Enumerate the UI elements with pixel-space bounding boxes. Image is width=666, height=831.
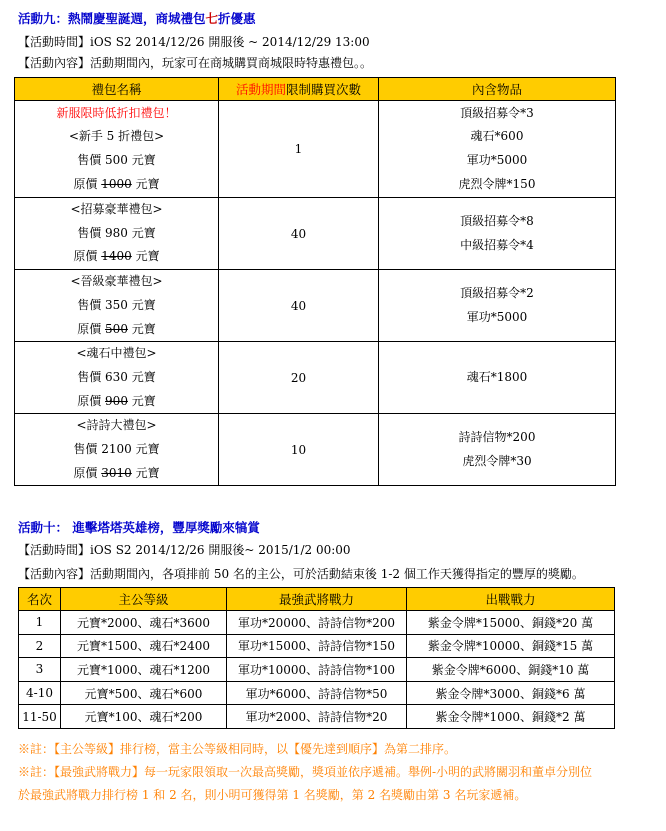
strongest-general-reward: 軍功*2000、詩詩信物*20 [227, 705, 407, 729]
package-item: 虎烈令牌*150 [458, 176, 536, 191]
event9-content: 【活動內容】活動期間內，玩家可在商城購買商城限時特惠禮包。。 [18, 56, 373, 70]
rank-cell: 4-10 [19, 681, 61, 705]
battle-power-reward: 紫金令牌*3000、銅錢*6 萬 [407, 681, 615, 705]
package-original-price [15, 173, 218, 197]
purchase-limit: 40 [219, 198, 379, 270]
orig-unit: 元寶 [135, 249, 160, 264]
orig-label: 原價 [77, 393, 102, 408]
purchase-limit: 1 [219, 101, 379, 198]
header-purchase-limit-rest: 限制購買次數 [286, 82, 362, 97]
package-item: 頂級招募令*8 [460, 213, 534, 228]
event9-title-highlight: 七 [205, 11, 219, 26]
package-name: <晉級豪華禮包> [70, 274, 163, 289]
orig-value: 1000 [101, 176, 132, 191]
lord-level-reward: 元寶*2000、魂石*3600 [61, 611, 227, 635]
event9-time: 【活動時間】iOS S2 2014/12/26 開服後 ~ 2014/12/29 13:00 [18, 35, 370, 49]
header-strongest-general: 最強武將戰力 [227, 588, 407, 611]
header-contents: 內含物品 [379, 78, 616, 101]
lord-level-reward: 元寶*1500、魂石*2400 [61, 634, 227, 658]
package-price: 售價 630 元寶 [77, 369, 156, 384]
note-strongest-general: ※註：【最強武將戰力】每一玩家限領取一次最高獎勵，獎項並依序遞補。舉例-小明的武將關羽和董卓分別位 [18, 765, 593, 779]
package-items [379, 414, 616, 486]
table-row [19, 658, 615, 682]
orig-label: 原價 [73, 249, 98, 264]
strongest-general-reward: 軍功*10000、詩詩信物*100 [227, 658, 407, 682]
rank-cell: 1 [19, 611, 61, 635]
ranking-table [18, 587, 615, 729]
event10-time: 【活動時間】iOS S2 2014/12/26 開服後~ 2015/1/2 00:00 [18, 543, 351, 557]
header-purchase-limit-red: 活動期間 [235, 82, 286, 97]
package-name: <招募豪華禮包> [70, 202, 163, 216]
header-package-name: 禮包名稱 [15, 78, 219, 101]
event9-title-prefix: 活動九：熱鬧慶聖誕週，商城禮包 [18, 11, 206, 26]
table-row [19, 705, 615, 729]
header-rank: 名次 [19, 588, 61, 611]
orig-label: 原價 [73, 176, 98, 191]
header-battle-power: 出戰戰力 [407, 588, 615, 611]
battle-power-reward: 紫金令牌*1000、銅錢*2 萬 [407, 705, 615, 729]
strongest-general-reward: 軍功*20000、詩詩信物*200 [227, 611, 407, 635]
note-lord-level: ※註：【主公等級】排行榜，當主公等級相同時，以【優先達到順序】為第二排序。 [18, 742, 457, 756]
header-lord-level: 主公等級 [61, 588, 227, 611]
package-name: <魂石中禮包> [76, 346, 157, 361]
table-row [15, 414, 616, 486]
package-item: 頂級招募令*3 [460, 105, 534, 120]
package-original-price [15, 390, 218, 414]
package-price: 售價 350 元寶 [77, 297, 156, 312]
lord-level-reward: 元寶*100、魂石*200 [61, 705, 227, 729]
event9-title [18, 9, 256, 27]
orig-unit: 元寶 [135, 465, 160, 480]
event10-content: 【活動內容】活動期間內，各項排前 50 名的主公，可於活動結束後 1-2 個工作天獲得指定的豐厚的獎勵。 [18, 567, 584, 581]
rank-cell: 2 [19, 634, 61, 658]
purchase-limit: 40 [219, 270, 379, 342]
purchase-limit: 20 [219, 342, 379, 414]
package-original-price [15, 318, 218, 342]
package-item: 魂石*1800 [466, 369, 528, 384]
package-name-cell [15, 414, 219, 486]
strongest-general-reward: 軍功*15000、詩詩信物*150 [227, 634, 407, 658]
package-items [379, 342, 616, 414]
orig-unit: 元寶 [131, 321, 156, 336]
package-items [379, 270, 616, 342]
table-row [15, 101, 616, 198]
table-row [19, 611, 615, 635]
package-item: 中級招募令*4 [460, 237, 534, 252]
orig-value: 500 [105, 321, 128, 336]
table-row [15, 342, 616, 414]
package-item: 虎烈令牌*30 [462, 453, 532, 468]
package-item: 頂級招募令*2 [460, 285, 534, 300]
orig-unit: 元寶 [135, 176, 160, 191]
package-item: 詩詩信物*200 [458, 430, 536, 445]
package-items [379, 101, 616, 198]
orig-value: 3010 [101, 465, 132, 480]
package-name-cell [15, 270, 219, 342]
orig-label: 原價 [77, 321, 102, 336]
orig-value: 1400 [101, 249, 132, 264]
package-name-cell [15, 198, 219, 270]
header-purchase-limit [219, 78, 379, 101]
battle-power-reward: 紫金令牌*15000、銅錢*20 萬 [407, 611, 615, 635]
package-original-price [15, 462, 218, 486]
event10-title: 活動十： 進擊塔塔英雄榜，豐厚獎勵來犒賞 [18, 520, 260, 535]
orig-label: 原價 [73, 465, 98, 480]
package-table-header [15, 78, 616, 101]
package-name-cell [15, 101, 219, 198]
package-table [14, 77, 616, 486]
table-row [15, 198, 616, 270]
package-item: 軍功*5000 [466, 309, 528, 324]
package-promo: 新服限時低折扣禮包！ [56, 105, 177, 120]
package-name-cell [15, 342, 219, 414]
battle-power-reward: 紫金令牌*6000、銅錢*10 萬 [407, 658, 615, 682]
ranking-table-header [19, 588, 615, 611]
package-name: <新手 5 折禮包> [68, 129, 165, 144]
orig-value: 900 [105, 393, 128, 408]
rank-cell: 11-50 [19, 705, 61, 729]
lord-level-reward: 元寶*500、魂石*600 [61, 681, 227, 705]
event9-title-suffix: 折優惠 [218, 11, 256, 26]
orig-unit: 元寶 [131, 393, 156, 408]
package-item: 軍功*5000 [466, 153, 528, 167]
rank-cell: 3 [19, 658, 61, 682]
package-name: <詩詩大禮包> [76, 418, 157, 433]
note-strongest-general-cont: 於最強武將戰力排行榜 1 和 2 名，則小明可獲得第 1 名獎勵，第 2 名獎勵由第 3 名玩家遞補。 [18, 788, 527, 802]
strongest-general-reward: 軍功*6000、詩詩信物*50 [227, 681, 407, 705]
package-price: 售價 2100 元寶 [73, 442, 160, 457]
package-item: 魂石*600 [470, 129, 524, 144]
battle-power-reward: 紫金令牌*10000、銅錢*15 萬 [407, 634, 615, 658]
package-items [379, 198, 616, 270]
package-price: 售價 500 元寶 [77, 153, 156, 167]
package-original-price [15, 245, 218, 269]
package-price: 售價 980 元寶 [77, 225, 156, 240]
table-row [15, 270, 616, 342]
purchase-limit: 10 [219, 414, 379, 486]
table-row [19, 634, 615, 658]
lord-level-reward: 元寶*1000、魂石*1200 [61, 658, 227, 682]
table-row [19, 681, 615, 705]
